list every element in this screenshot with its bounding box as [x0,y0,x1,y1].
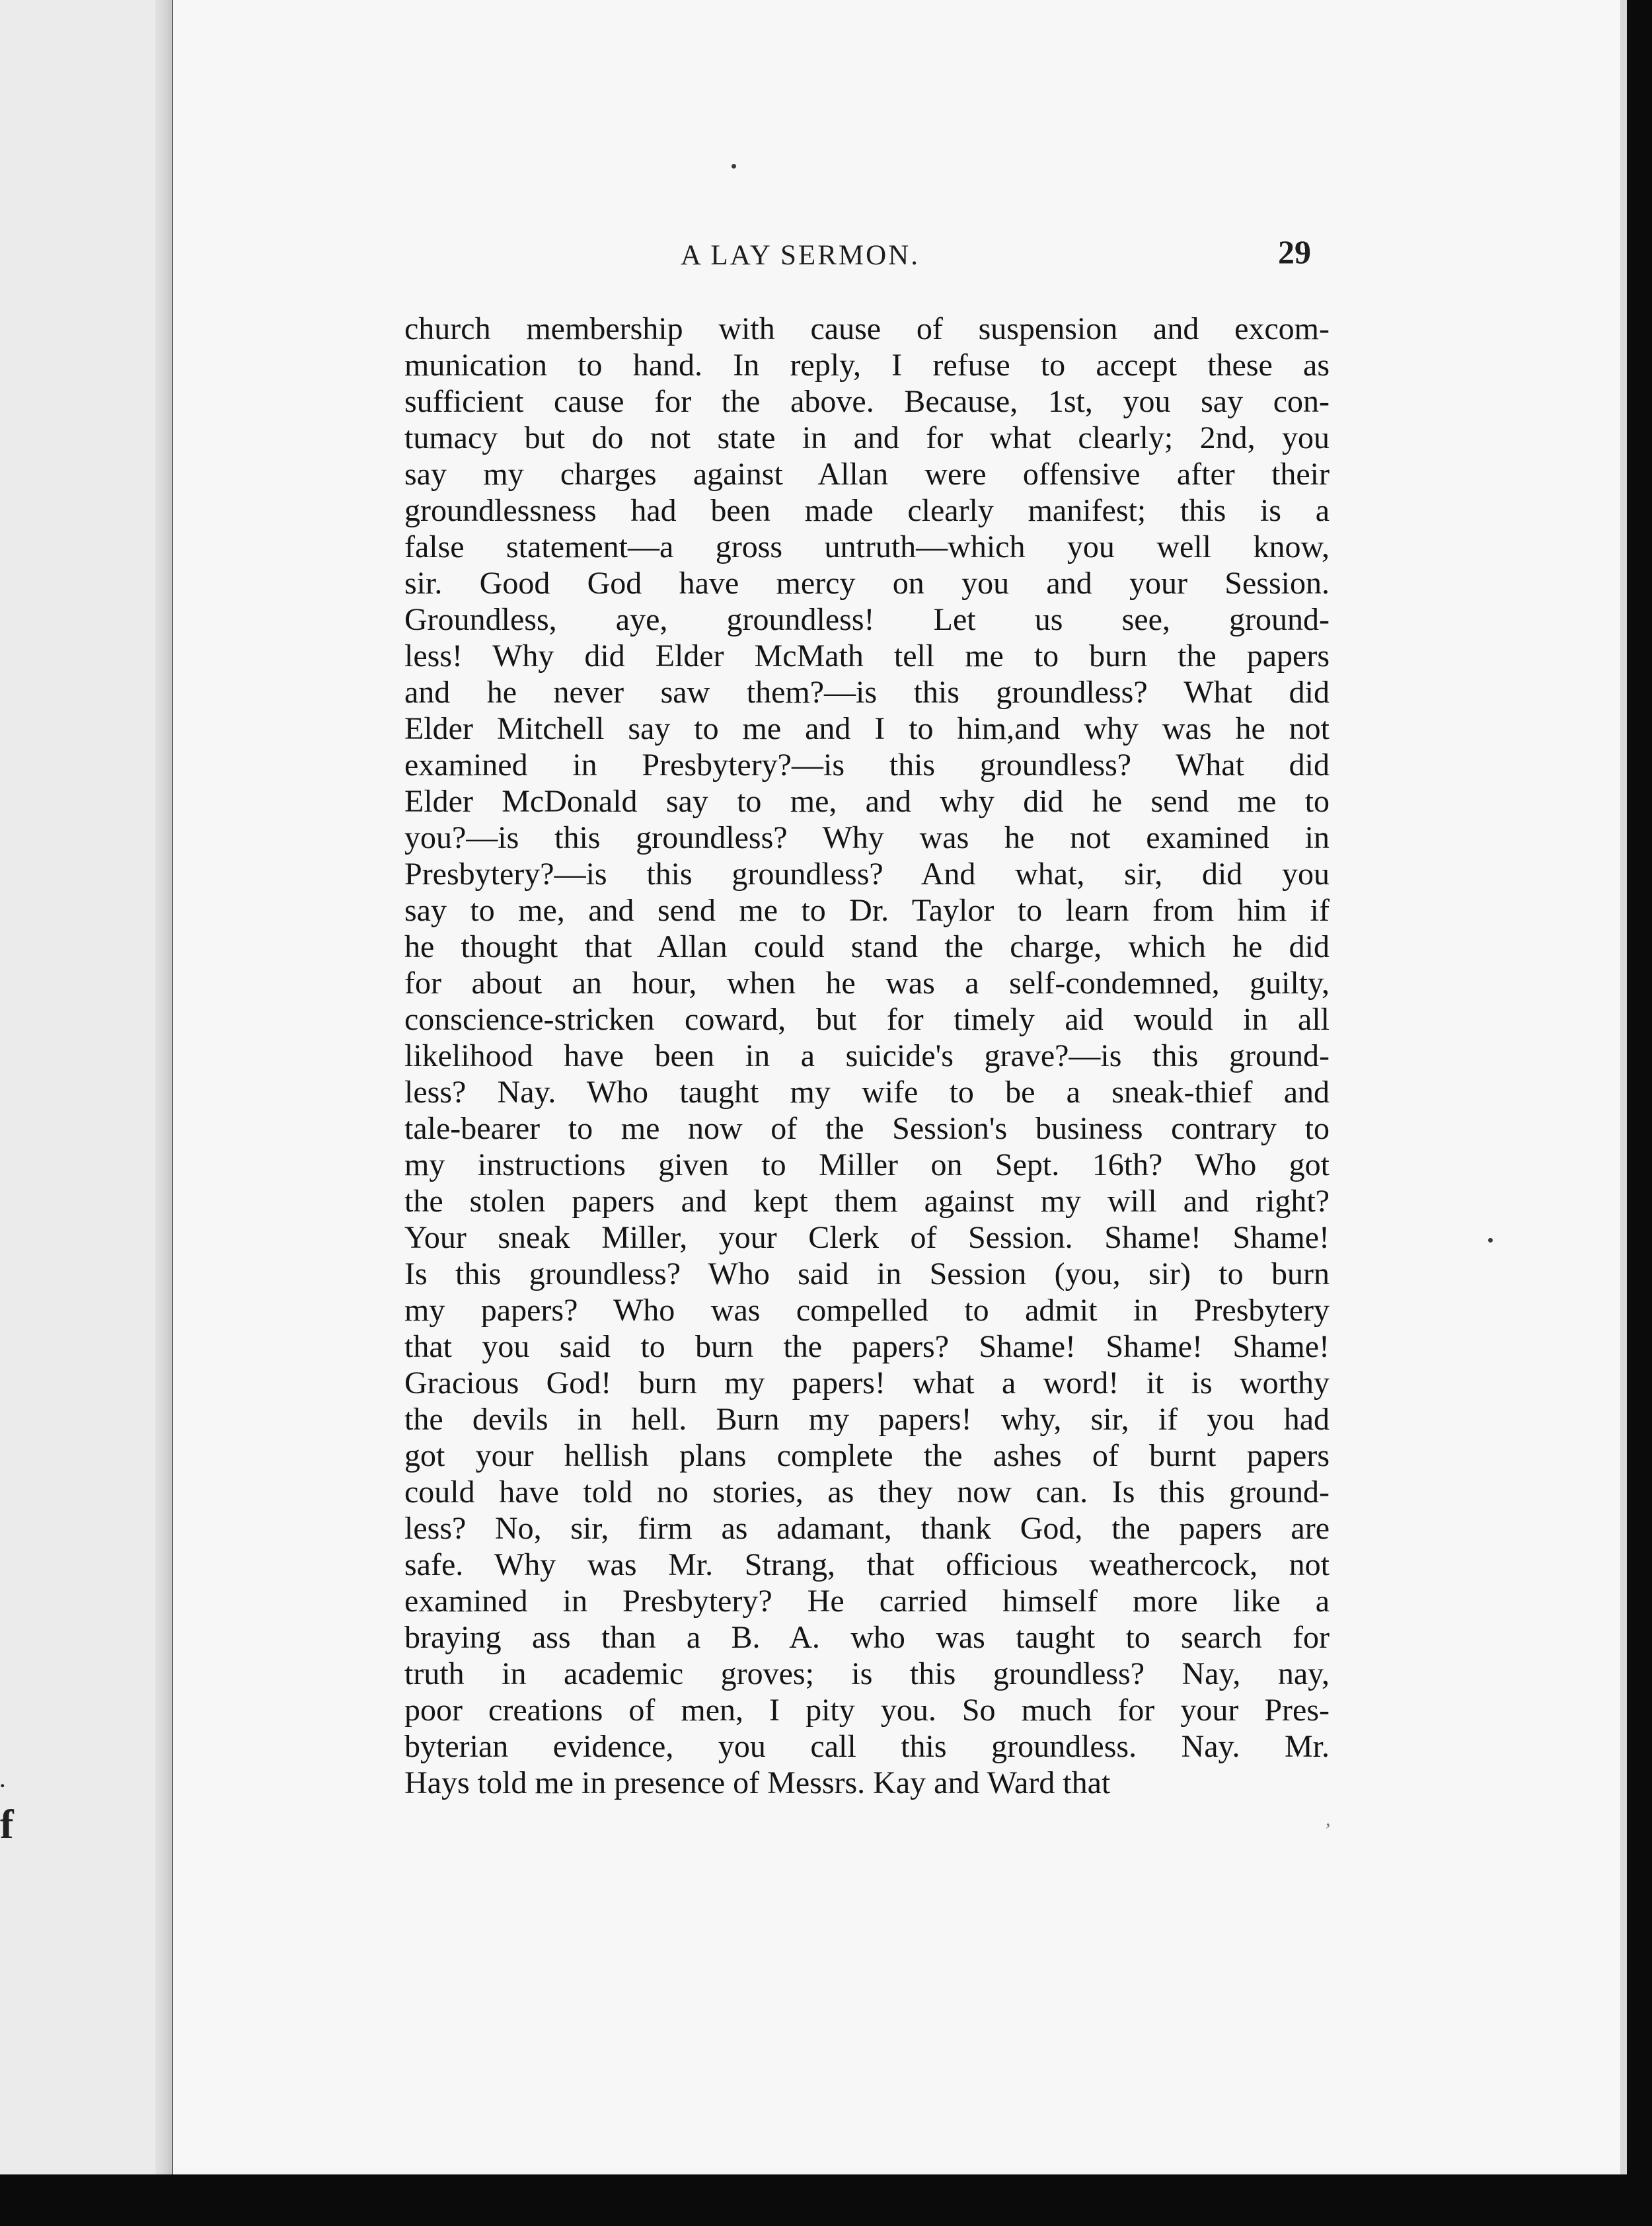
text-line: the stolen papers and kept them against my will and right? [404,1184,1330,1219]
text-line: Groundless, aye, groundless! Let us see, ground- [404,602,1330,637]
text-line: sir. Good God have mercy on you and your Session. [404,566,1330,601]
text-line: braying ass than a B. A. who was taught to search for [404,1620,1330,1655]
print-speck [732,164,736,169]
text-line: my instructions given to Miller on Sept. 16th? Who got [404,1147,1330,1182]
text-line: Hays told me in presence of Messrs. Kay and Ward that [404,1765,1111,1800]
text-line: Elder Mitchell say to me and I to him,and why was he not [404,711,1330,746]
text-line: examined in Presbytery?—is this groundless? What did [404,748,1330,783]
left-facing-page [0,0,172,2174]
print-speck [1488,1238,1493,1243]
text-line: less? Nay. Who taught my wife to be a sneak-thief and [404,1075,1330,1110]
text-line: say my charges against Allan were offensive after their [404,457,1330,492]
text-line: tumacy but do not state in and for what clearly; 2nd, you [404,420,1330,455]
left-page-fragment: f [0,1802,14,1847]
page-edge-shadow [1620,0,1627,2174]
scan-bottom-border [0,2174,1652,2226]
text-line: Presbytery?—is this groundless? And what, sir, did you [404,857,1330,892]
text-line: likelihood have been in a suicide's grave?—is this ground- [404,1038,1330,1073]
text-line: church membership with cause of suspension and excom- [404,311,1330,346]
text-line: truth in academic groves; is this groundless? Nay, nay, [404,1656,1330,1691]
page-number: 29 [1278,233,1311,270]
text-line: got your hellish plans complete the ashes of burnt papers [404,1438,1330,1473]
text-line: groundlessness had been made clearly manifest; this is a [404,493,1330,528]
text-line: could have told no stories, as they now can. Is this ground- [404,1475,1330,1510]
text-line: my papers? Who was compelled to admit in Presbytery [404,1293,1330,1328]
text-line: Is this groundless? Who said in Session (you, sir) to burn [404,1256,1330,1291]
left-page-edge [155,0,169,2174]
running-header: A LAY SERMON. [681,240,920,271]
text-line: poor creations of men, I pity you. So much for your Pres- [404,1693,1330,1728]
text-line: Elder McDonald say to me, and why did he send me to [404,784,1330,819]
text-line: munication to hand. In reply, I refuse to accept these as [404,348,1330,383]
text-line: false statement—a gross untruth—which you well know, [404,529,1330,564]
text-line: he thought that Allan could stand the charge, which he did [404,929,1330,964]
text-line: sufficient cause for the above. Because, 1st, you say con- [404,384,1330,419]
text-line: less? No, sir, firm as adamant, thank God, the papers are [404,1511,1330,1546]
text-line: that you said to burn the papers? Shame! Shame! Shame! [404,1329,1330,1364]
text-line: conscience-stricken coward, but for timely aid would in all [404,1002,1330,1037]
text-line: Your sneak Miller, your Clerk of Session. Shame! Shame! [404,1220,1330,1255]
text-line: say to me, and send me to Dr. Taylor to learn from him if [404,893,1330,928]
text-line: the devils in hell. Burn my papers! why, sir, if you had [404,1402,1330,1437]
text-line: you?—is this groundless? Why was he not examined in [404,820,1330,855]
text-line: safe. Why was Mr. Strang, that officious weathercock, not [404,1547,1330,1582]
body-text [404,311,1330,1801]
text-line: Gracious God! burn my papers! what a word! it is worthy [404,1365,1330,1401]
text-line: examined in Presbytery? He carried himself more like a [404,1584,1330,1619]
text-line: and he never saw them?—is this groundless? What did [404,675,1330,710]
text-line: for about an hour, when he was a self-condemned, guilty, [404,966,1330,1001]
left-page-fragment-dot: . [0,1770,5,1792]
margin-mark: , [1326,1808,1331,1830]
text-line: byterian evidence, you call this groundless. Nay. Mr. [404,1729,1330,1764]
text-line: less! Why did Elder McMath tell me to burn the papers [404,638,1330,673]
text-line: tale-bearer to me now of the Session's business contrary to [404,1111,1330,1146]
